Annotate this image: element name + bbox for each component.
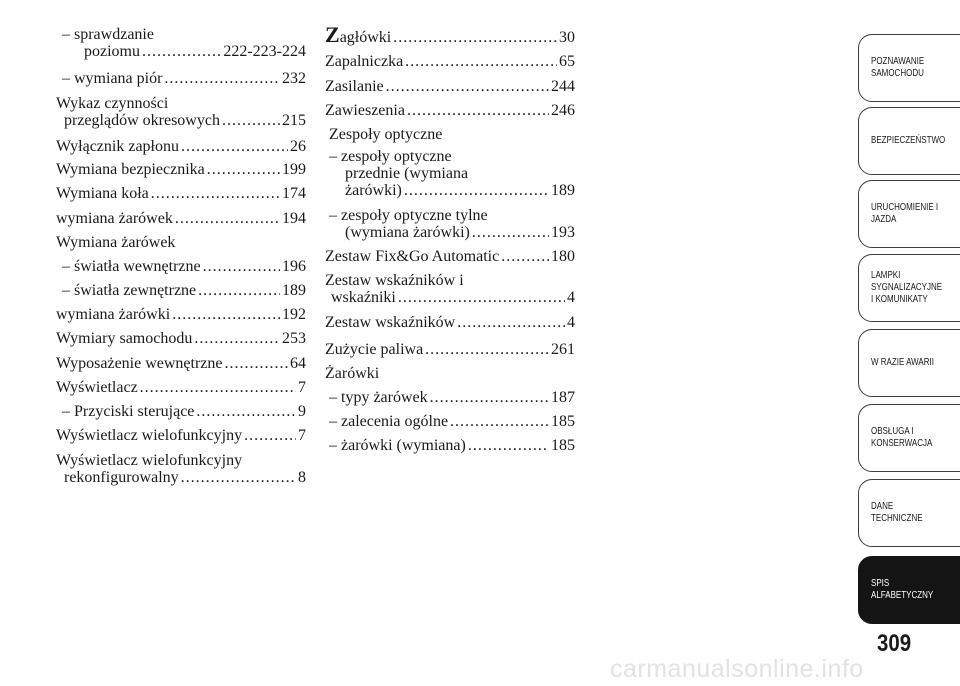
entry-text: (wymiana żarówki) — [345, 224, 470, 241]
index-entry — [325, 314, 575, 331]
entry-text: wymiana żarówki — [56, 306, 171, 323]
entry-text: Wyświetlacz — [56, 379, 138, 396]
entry-page: 8 — [298, 469, 306, 486]
tab-label: ALFABETYCZNY — [871, 590, 934, 601]
tab-dane-techniczne[interactable] — [858, 479, 960, 547]
index-entry — [56, 306, 306, 323]
entry-text: – światła zewnętrzne — [62, 282, 197, 299]
entry-page: 193 — [551, 224, 575, 241]
entry-page: 199 — [282, 161, 306, 178]
tab-label: KONSERWACJA — [871, 438, 933, 449]
tab-label: I KOMUNIKATY — [871, 294, 928, 305]
entry-text: Wymiana koła — [56, 185, 149, 202]
entry-page: 180 — [551, 248, 575, 265]
tab-label: OBSŁUGA I — [871, 426, 914, 437]
index-entry — [325, 102, 575, 119]
entry-text: – zespoły optyczne — [329, 148, 452, 165]
entry-text: Zasilanie — [325, 78, 384, 95]
tab-lampki-sygnalizacyjne[interactable] — [858, 254, 960, 322]
entry-page: 30 — [559, 29, 575, 46]
index-entry — [329, 148, 575, 199]
index-entry — [56, 452, 306, 486]
index-entry — [325, 272, 575, 306]
entry-page: 196 — [282, 258, 306, 275]
entry-text: – sprawdzanie — [62, 26, 154, 43]
entry-page: 185 — [551, 413, 575, 430]
entry-page: 215 — [282, 112, 306, 129]
entry-page: 246 — [551, 102, 575, 119]
entry-text: rekonfigurowalny — [64, 469, 179, 486]
index-entry — [329, 207, 575, 241]
entry-text: – żarówki (wymiana) — [329, 437, 466, 454]
index-entry — [56, 185, 306, 202]
entry-page: 7 — [298, 427, 306, 444]
tab-uruchomienie-i-jazda[interactable] — [858, 180, 960, 248]
entry-text: przeglądów okresowych — [64, 112, 220, 129]
entry-page: 189 — [282, 282, 306, 299]
entry-page: 174 — [282, 185, 306, 202]
entry-text: żarówki) — [345, 182, 402, 199]
index-entry — [329, 389, 575, 406]
entry-text: Zestaw Fix&Go Automatic — [325, 248, 500, 265]
entry-page: 185 — [551, 437, 575, 454]
index-entry — [325, 22, 575, 47]
entry-text: Wymiana bezpiecznika — [56, 161, 205, 178]
tab-w-razie-awarii[interactable] — [858, 329, 960, 397]
index-entry — [56, 161, 306, 178]
entry-text: Zapalniczka — [325, 53, 404, 70]
index-entry — [56, 355, 306, 372]
entry-page: 261 — [551, 341, 575, 358]
entry-page: 26 — [290, 138, 306, 155]
tab-label: JAZDA — [871, 214, 897, 225]
index-entry — [62, 70, 306, 87]
entry-text: Wyświetlacz wielofunkcyjny — [56, 427, 243, 444]
entry-text: wymiana żarówek — [56, 210, 173, 227]
entry-page: 232 — [282, 70, 306, 87]
tab-label: W RAZIE AWARII — [871, 357, 934, 368]
tab-label: SAMOCHODU — [871, 68, 924, 79]
entry-text: Zestaw wskaźników — [325, 314, 456, 331]
entry-text: – Przyciski sterujące — [62, 403, 195, 420]
index-entry — [62, 258, 306, 275]
watermark: carmanualsonline.info — [610, 655, 864, 683]
tab-obsluga-i-konserwacja[interactable] — [858, 404, 960, 472]
tab-label: DANE — [871, 501, 894, 512]
index-heading: Wymiana żarówek — [56, 234, 176, 251]
index-heading: Zespoły optyczne — [329, 126, 443, 143]
tab-label: URUCHOMIENIE I — [871, 202, 939, 213]
index-entry — [56, 138, 306, 155]
entry-page: 244 — [551, 78, 575, 95]
entry-text: Zużycie paliwa — [325, 341, 424, 358]
index-entry — [56, 330, 306, 347]
entry-page: 7 — [298, 379, 306, 396]
index-heading: Żarówki — [325, 365, 380, 382]
index-entry — [325, 248, 575, 265]
index-entry — [329, 413, 575, 430]
index-entry — [62, 26, 306, 60]
entry-text: Wymiary samochodu — [56, 330, 193, 347]
index-entry — [325, 53, 575, 70]
tab-poznawanie-samochodu[interactable] — [858, 34, 960, 102]
tab-label: POZNAWANIE — [871, 56, 925, 67]
entry-text: Wyłącznik zapłonu — [56, 138, 179, 155]
entry-page: 192 — [282, 306, 306, 323]
entry-page: 253 — [282, 330, 306, 347]
entry-text: Wyposażenie wewnętrzne — [56, 355, 223, 372]
entry-text: Wykaz czynności — [56, 95, 169, 112]
index-entry — [56, 210, 306, 227]
index-entry — [56, 427, 306, 444]
section-initial: Z — [325, 22, 340, 47]
entry-text: Wyświetlacz wielofunkcyjny — [56, 452, 243, 469]
index-entry — [62, 282, 306, 299]
index-entry — [62, 403, 306, 420]
entry-text: – wymiana piór — [62, 70, 163, 87]
tab-label: SYGNALIZACYJNE — [871, 282, 943, 293]
entry-page: 4 — [567, 314, 575, 331]
entry-page: 189 — [551, 182, 575, 199]
entry-page: 9 — [298, 403, 306, 420]
entry-text: poziomu — [84, 43, 140, 60]
entry-page: 187 — [551, 389, 575, 406]
entry-text: – światła wewnętrzne — [62, 258, 201, 275]
entry-page: 194 — [282, 210, 306, 227]
entry-text: wskaźniki — [331, 289, 396, 306]
entry-page: 222-223-224 — [223, 43, 306, 60]
entry-page: 64 — [290, 355, 306, 372]
entry-text: agłówki — [339, 29, 392, 46]
entry-page: 4 — [567, 289, 575, 306]
entry-text: – zespoły optyczne tylne — [329, 207, 488, 224]
index-entry — [56, 379, 306, 396]
entry-text: – zalecenia ogólne — [329, 413, 449, 430]
tab-bezpieczenstwo[interactable] — [858, 107, 960, 175]
entry-text: Zawieszenia — [325, 102, 405, 119]
entry-text: przednie (wymiana — [345, 165, 469, 182]
index-entry — [56, 95, 306, 129]
entry-text: Zestaw wskaźników i — [325, 272, 464, 289]
entry-page: 65 — [559, 53, 575, 70]
tab-label: TECHNICZNE — [871, 513, 923, 524]
tab-label: SPIS — [871, 578, 890, 589]
tab-label: BEZPIECZEŃSTWO — [871, 135, 946, 146]
tab-spis-alfabetyczny[interactable] — [858, 556, 960, 624]
entry-text: – typy żarówek — [329, 389, 428, 406]
page-number: 309 — [877, 630, 912, 657]
index-entry — [325, 341, 575, 358]
index-entry — [325, 78, 575, 95]
index-entry — [329, 437, 575, 454]
tab-label: LAMPKI — [871, 270, 901, 281]
